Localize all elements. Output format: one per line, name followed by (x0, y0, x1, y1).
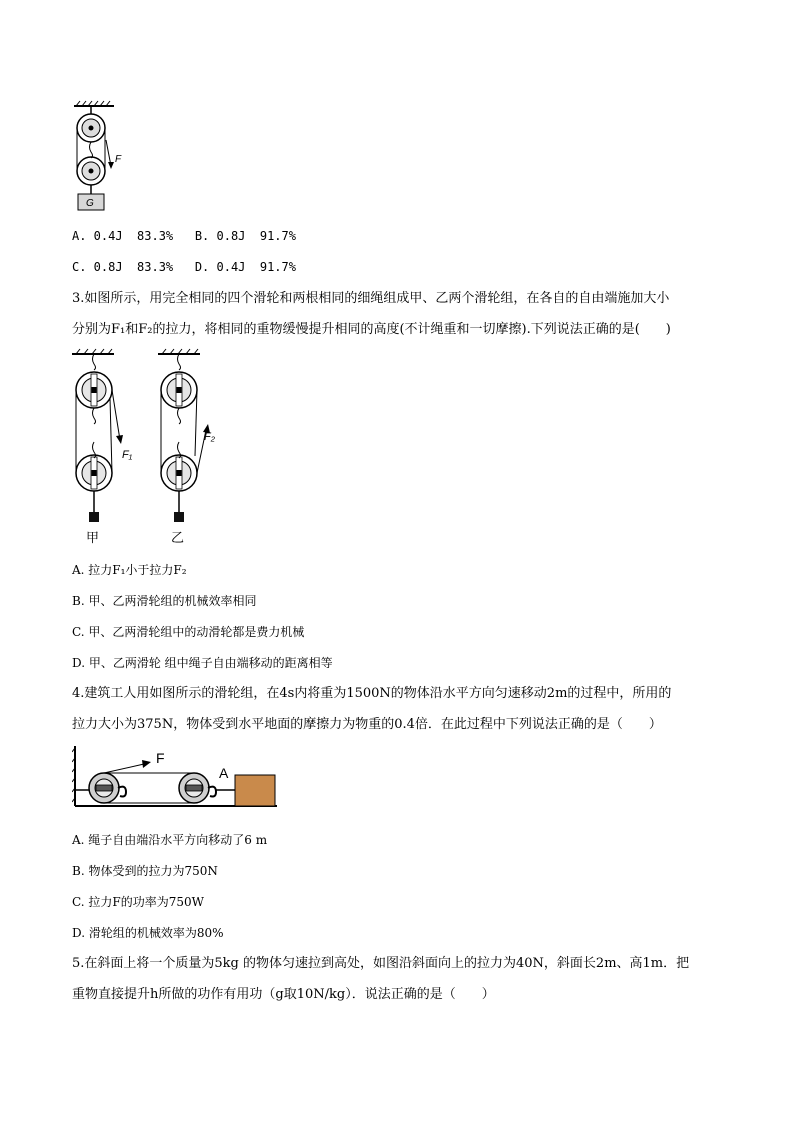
q3-option-a: A. 拉力F₁小于拉力F₂ (72, 563, 187, 577)
q5-stem-line2: 重物直接提升h所做的功作有用功（g取10N/kg）．说法正确的是（ ） (72, 987, 495, 1002)
q4-option-a: A. 绳子自由端沿水平方向移动了6 m (72, 833, 268, 847)
q2-pulley-diagram (70, 100, 130, 215)
q3-option-d: D. 甲、乙两滑轮 组中绳子自由端移动的距离相等 (72, 656, 333, 670)
q4-stem-line2: 拉力大小为375N，物体受到水平地面的摩擦力为物重的0.4倍．在此过程中下列说法正确的是（ ） (72, 717, 662, 732)
q3-option-b: B. 甲、乙两滑轮组的机械效率相同 (72, 594, 257, 608)
q4-option-c: C. 拉力F的功率为750W (72, 895, 204, 909)
q3-option-c: C. 甲、乙两滑轮组中的动滑轮都是费力机械 (72, 625, 305, 639)
q3-force-f2-label: F₂ (204, 431, 215, 443)
q4-horizontal-pulley-diagram (72, 742, 282, 810)
q4-stem-line1: 4.建筑工人用如图所示的滑轮组，在4s内将重为1500N的物体沿水平方向匀速移动2m的过程中，所用的 (72, 686, 672, 701)
q3-caption-jia: 甲 (86, 530, 100, 545)
q2-options-cd: C. 0.8J 83.3% D. 0.4J 91.7% (72, 260, 296, 274)
q3-force-f1-label: F₁ (122, 449, 133, 461)
q3-pulley-diagrams (70, 348, 220, 548)
q5-stem-line1: 5.在斜面上将一个质量为5kg 的物体匀速拉到高处，如图沿斜面向上的拉力为40N，斜面长2m、高1m．把 (72, 956, 690, 971)
q2-weight-label: G (86, 198, 94, 209)
q4-force-label: F (156, 750, 165, 766)
q4-option-b: B. 物体受到的拉力为750N (72, 864, 218, 878)
q4-object-label: A (219, 765, 229, 781)
q2-force-label: F (115, 154, 122, 165)
q4-pulley-figure (72, 742, 282, 810)
q4-option-d: D. 滑轮组的机械效率为80% (72, 926, 224, 940)
q3-stem-line1: 3.如图所示，用完全相同的四个滑轮和两根相同的细绳组成甲、乙两个滑轮组，在各自的自由端施加大小 (72, 291, 670, 306)
q3-pulley-figure (70, 348, 220, 548)
q3-caption-yi: 乙 (171, 530, 185, 545)
q3-stem-line2: 分别为F₁和F₂的拉力，将相同的重物缓慢提升相同的高度(不计绳重和一切摩擦).下列说法正确的是( ) (72, 322, 671, 337)
q2-pulley-figure (70, 100, 130, 215)
q2-options-ab: A. 0.4J 83.3% B. 0.8J 91.7% (72, 229, 296, 243)
